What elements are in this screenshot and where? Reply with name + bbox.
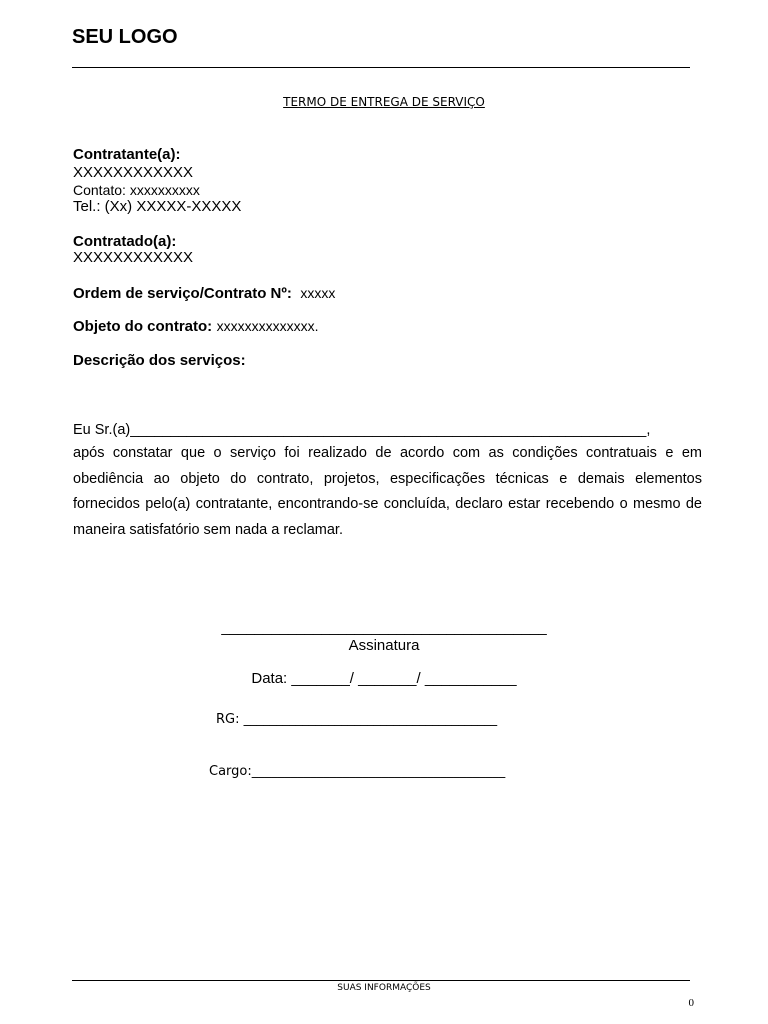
contratado-label: Contratado(a): — [73, 233, 177, 250]
declaration-first-line: Eu Sr.(a)________________________________________________________________, — [73, 422, 651, 438]
rg-row — [216, 712, 497, 727]
contratante-label: Contratante(a): — [73, 146, 181, 163]
ordem-value: xxxxx — [300, 285, 336, 301]
objeto-label: Objeto do contrato: — [73, 318, 213, 335]
objeto-row — [73, 318, 319, 336]
ordem-label: Ordem de serviço/Contrato Nº: — [73, 285, 292, 302]
page-number: 0 — [688, 997, 694, 1009]
objeto-value: xxxxxxxxxxxxxx. — [216, 318, 319, 334]
document-title: TERMO DE ENTREGA DE SERVIÇO — [283, 95, 485, 109]
contratado-name: XXXXXXXXXXXX — [73, 249, 194, 266]
descricao-label: Descrição dos serviços: — [73, 352, 246, 369]
contratante-phone: Tel.: (Xx) XXXXX-XXXXX — [73, 198, 242, 215]
cargo-row — [209, 764, 505, 779]
rg-line: _______________________________________ — [243, 712, 498, 727]
footer-divider — [72, 980, 690, 981]
signature-label: Assinatura — [348, 637, 420, 654]
footer-info: SUAS INFORMAÇÕES — [337, 983, 431, 993]
signature-line: _______________________________________ — [221, 619, 547, 636]
cargo-line: _______________________________________ — [251, 764, 506, 779]
contratante-name: XXXXXXXXXXXX — [73, 164, 194, 181]
header-divider — [72, 67, 690, 68]
declaration-body: após constatar que o serviço foi realizado de acordo com as condições contratuais e em obediência ao objeto do contrato, projetos, especificações técnicas e demais elementos fornecidos pelo(a) contratante, encontrando-se concluída, declaro estar recebendo o mesmo de maneira satisfatório sem nada a reclamar. — [73, 445, 702, 538]
date-field: Data: _______/ _______/ ___________ — [251, 670, 517, 687]
rg-label: RG: — [216, 712, 240, 727]
cargo-label: Cargo: — [209, 764, 252, 779]
contratante-contact: Contato: xxxxxxxxxx — [73, 182, 200, 198]
logo-text: SEU LOGO — [72, 26, 178, 48]
ordem-row — [73, 285, 335, 303]
